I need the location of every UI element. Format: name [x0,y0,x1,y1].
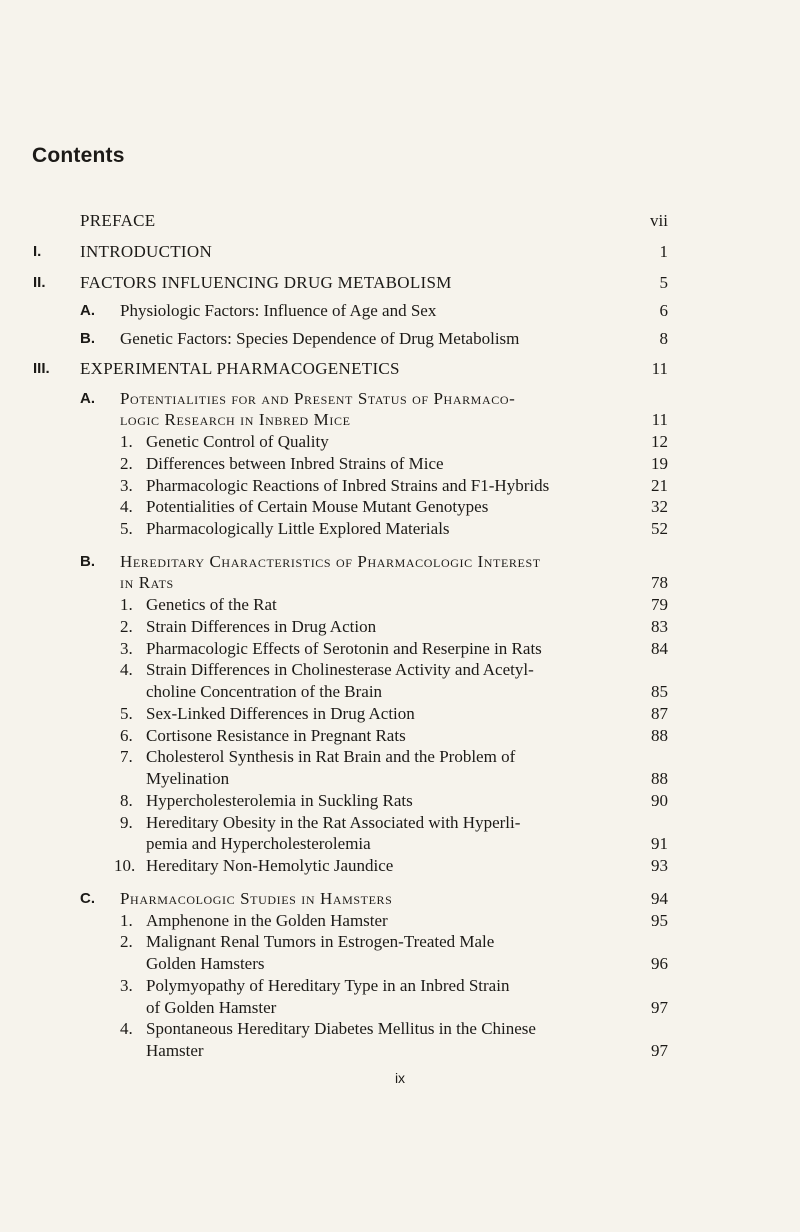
toc-item-number: 8. [120,790,133,810]
toc-entry-title: choline Concentration of the Brain [146,682,383,702]
toc-entry-title: Genetic Control of Quality [146,432,329,452]
toc-entry [0,931,800,953]
toc-section-letter: A. [80,301,95,319]
toc-entry-title: Potentialities of Certain Mouse Mutant Genotypes [146,497,489,517]
toc-section-number: II. [33,273,46,291]
toc-entry-page: 90 [651,790,668,810]
toc-entry-page: 94 [651,888,668,908]
toc-entry [0,833,800,855]
toc-entry-title: Golden Hamsters [146,954,265,973]
toc-entry [0,300,800,322]
toc-entry-factors [0,272,800,294]
toc-entry [0,431,800,453]
toc-entry [0,409,800,431]
toc-entry [0,572,800,594]
toc-section-number: III. [33,359,50,377]
toc-entry-title: Myelination [146,769,230,789]
toc-entry-title: logic Research in Inbred Mice [120,410,351,430]
toc-entry-title: FACTORS INFLUENCING DRUG METABOLISM [80,272,452,292]
toc-entry-page: 83 [651,616,668,636]
toc-entry-title: Genetic Factors: Species Dependence of Drug Metabolism [120,328,520,348]
toc-entry-page: 8 [659,328,668,348]
toc-entry [0,496,800,518]
toc-entry-title: Hereditary Characteristics of Pharmacologic Interest [120,551,541,571]
page-title: Contents [32,144,125,167]
toc-entry-title: PREFACE [80,211,156,230]
toc-entry-page: 95 [651,910,668,930]
toc-entry-preface [0,210,800,232]
toc-entry-title: Amphenone in the Golden Hamster [146,910,388,930]
toc-item-number: 9. [120,812,133,832]
toc-item-number: 2. [120,453,133,473]
toc-entry-page: 11 [651,410,668,430]
page-folio: ix [394,1070,406,1086]
toc-entry [0,518,800,540]
toc-item-number: 3. [120,475,133,495]
toc-entry [0,475,800,497]
toc-entry [0,1018,800,1040]
toc-entry [0,953,800,975]
toc-entry-title: Malignant Renal Tumors in Estrogen-Treated Male [146,932,495,952]
toc-entry [0,328,800,350]
toc-entry [0,638,800,660]
toc-entry-page: 93 [651,856,668,876]
toc-item-number: 1. [120,432,133,452]
toc-section-letter: A. [80,389,95,407]
toc-section-letter: B. [80,329,95,347]
toc-entry-title: Pharmacologic Studies in Hamsters [120,888,393,908]
toc-entry-title: Differences between Inbred Strains of Mice [146,453,444,473]
toc-entry-page: 12 [651,432,668,452]
toc-item-number: 2. [120,932,133,952]
toc-item-number: 4. [120,1019,133,1039]
toc-entry [0,616,800,638]
toc-item-number: 3. [120,638,133,658]
toc-entry-title: Hereditary Non-Hemolytic Jaundice [146,856,394,876]
toc-entry-title: Polymyopathy of Hereditary Type in an Inbred Strain [146,975,510,995]
toc-entry [0,888,800,910]
toc-entry [0,1040,800,1062]
toc-entry-title: Sex-Linked Differences in Drug Action [146,703,415,723]
toc-entry-title: Hereditary Obesity in the Rat Associated with Hyperli- [146,812,521,832]
toc-entry-title: Spontaneous Hereditary Diabetes Mellitus in the Chinese [146,1019,536,1039]
toc-entry-page: 97 [651,997,668,1017]
toc-entry-title: Potentialities for and Present Status of Pharmaco- [120,388,516,408]
toc-entry-page: 1 [659,241,668,261]
toc-entry-page: 52 [651,519,668,539]
toc-entry-page: vii [650,211,668,230]
toc-entry-title: in Rats [120,573,174,593]
toc-entry [0,453,800,475]
toc-entry-page: 88 [651,769,668,789]
toc-entry-title: pemia and Hypercholesterolemia [146,834,371,854]
toc-entry-page: 78 [651,573,668,593]
toc-entry-page: 84 [651,638,668,658]
toc-section-number: I. [33,242,42,260]
toc-item-number: 5. [120,519,133,539]
toc-entry [0,910,800,932]
toc-entry [0,388,800,410]
toc-entry-introduction [0,241,800,263]
toc-entry-title: Hypercholesterolemia in Suckling Rats [146,790,413,810]
toc-entry-page: 79 [651,595,668,615]
toc-entry-experimental [0,358,800,380]
toc-entry-page: 96 [651,954,668,973]
toc-entry [0,768,800,790]
toc-entry-page: 87 [651,703,668,723]
toc-entry [0,703,800,725]
toc-entry-title: Cortisone Resistance in Pregnant Rats [146,725,406,745]
toc-entry-title: Pharmacologically Little Explored Materials [146,519,450,539]
toc-entry-title: Strain Differences in Drug Action [146,616,377,636]
toc-entry [0,975,800,997]
toc-entry-page: 21 [651,475,668,495]
toc-item-number: 5. [120,703,133,723]
toc-entry-title: Pharmacologic Reactions of Inbred Strains and F1-Hybrids [146,475,550,495]
toc-item-number: 1. [120,910,133,930]
toc-item-number: 7. [120,747,133,767]
toc-entry-page: 11 [651,358,668,378]
toc-item-number: 6. [120,725,133,745]
toc-item-number: 10. [114,856,136,876]
toc-entry [0,855,800,877]
toc-entry [0,659,800,681]
toc-entry [0,725,800,747]
toc-entry-title: Genetics of the Rat [146,595,277,615]
toc-section-letter: B. [80,552,95,570]
toc-entry-title: EXPERIMENTAL PHARMACOGENETICS [80,358,400,378]
toc-entry-page: 5 [659,272,668,292]
toc-entry-title: Cholesterol Synthesis in Rat Brain and the Problem of [146,747,516,767]
toc-entry [0,551,800,573]
toc-entry [0,594,800,616]
toc-entry-page: 91 [651,834,668,854]
toc-entry-title: Strain Differences in Cholinesterase Activity and Acetyl- [146,660,534,680]
toc-entry-title: of Golden Hamster [146,997,277,1017]
toc-entry [0,681,800,703]
toc-item-number: 1. [120,595,133,615]
toc-entry-page: 6 [659,300,668,320]
toc-entry [0,812,800,834]
toc-entry-page: 88 [651,725,668,745]
toc-entry-page: 97 [651,1041,668,1060]
toc-entry-page: 32 [651,497,668,517]
toc-entry-title: Physiologic Factors: Influence of Age and Sex [120,300,437,320]
toc-entry-page: 19 [651,453,668,473]
toc-entry [0,746,800,768]
toc-entry-title: Hamster [146,1041,204,1060]
toc-item-number: 2. [120,616,133,636]
toc-entry [0,790,800,812]
toc-item-number: 4. [120,660,133,680]
toc-entry-title: INTRODUCTION [80,241,213,261]
toc-section-letter: C. [80,889,95,907]
toc-item-number: 4. [120,497,133,517]
toc-entry-title: Pharmacologic Effects of Serotonin and Reserpine in Rats [146,638,542,658]
toc-entry [0,997,800,1019]
toc-item-number: 3. [120,975,133,995]
toc-entry-page: 85 [651,682,668,702]
